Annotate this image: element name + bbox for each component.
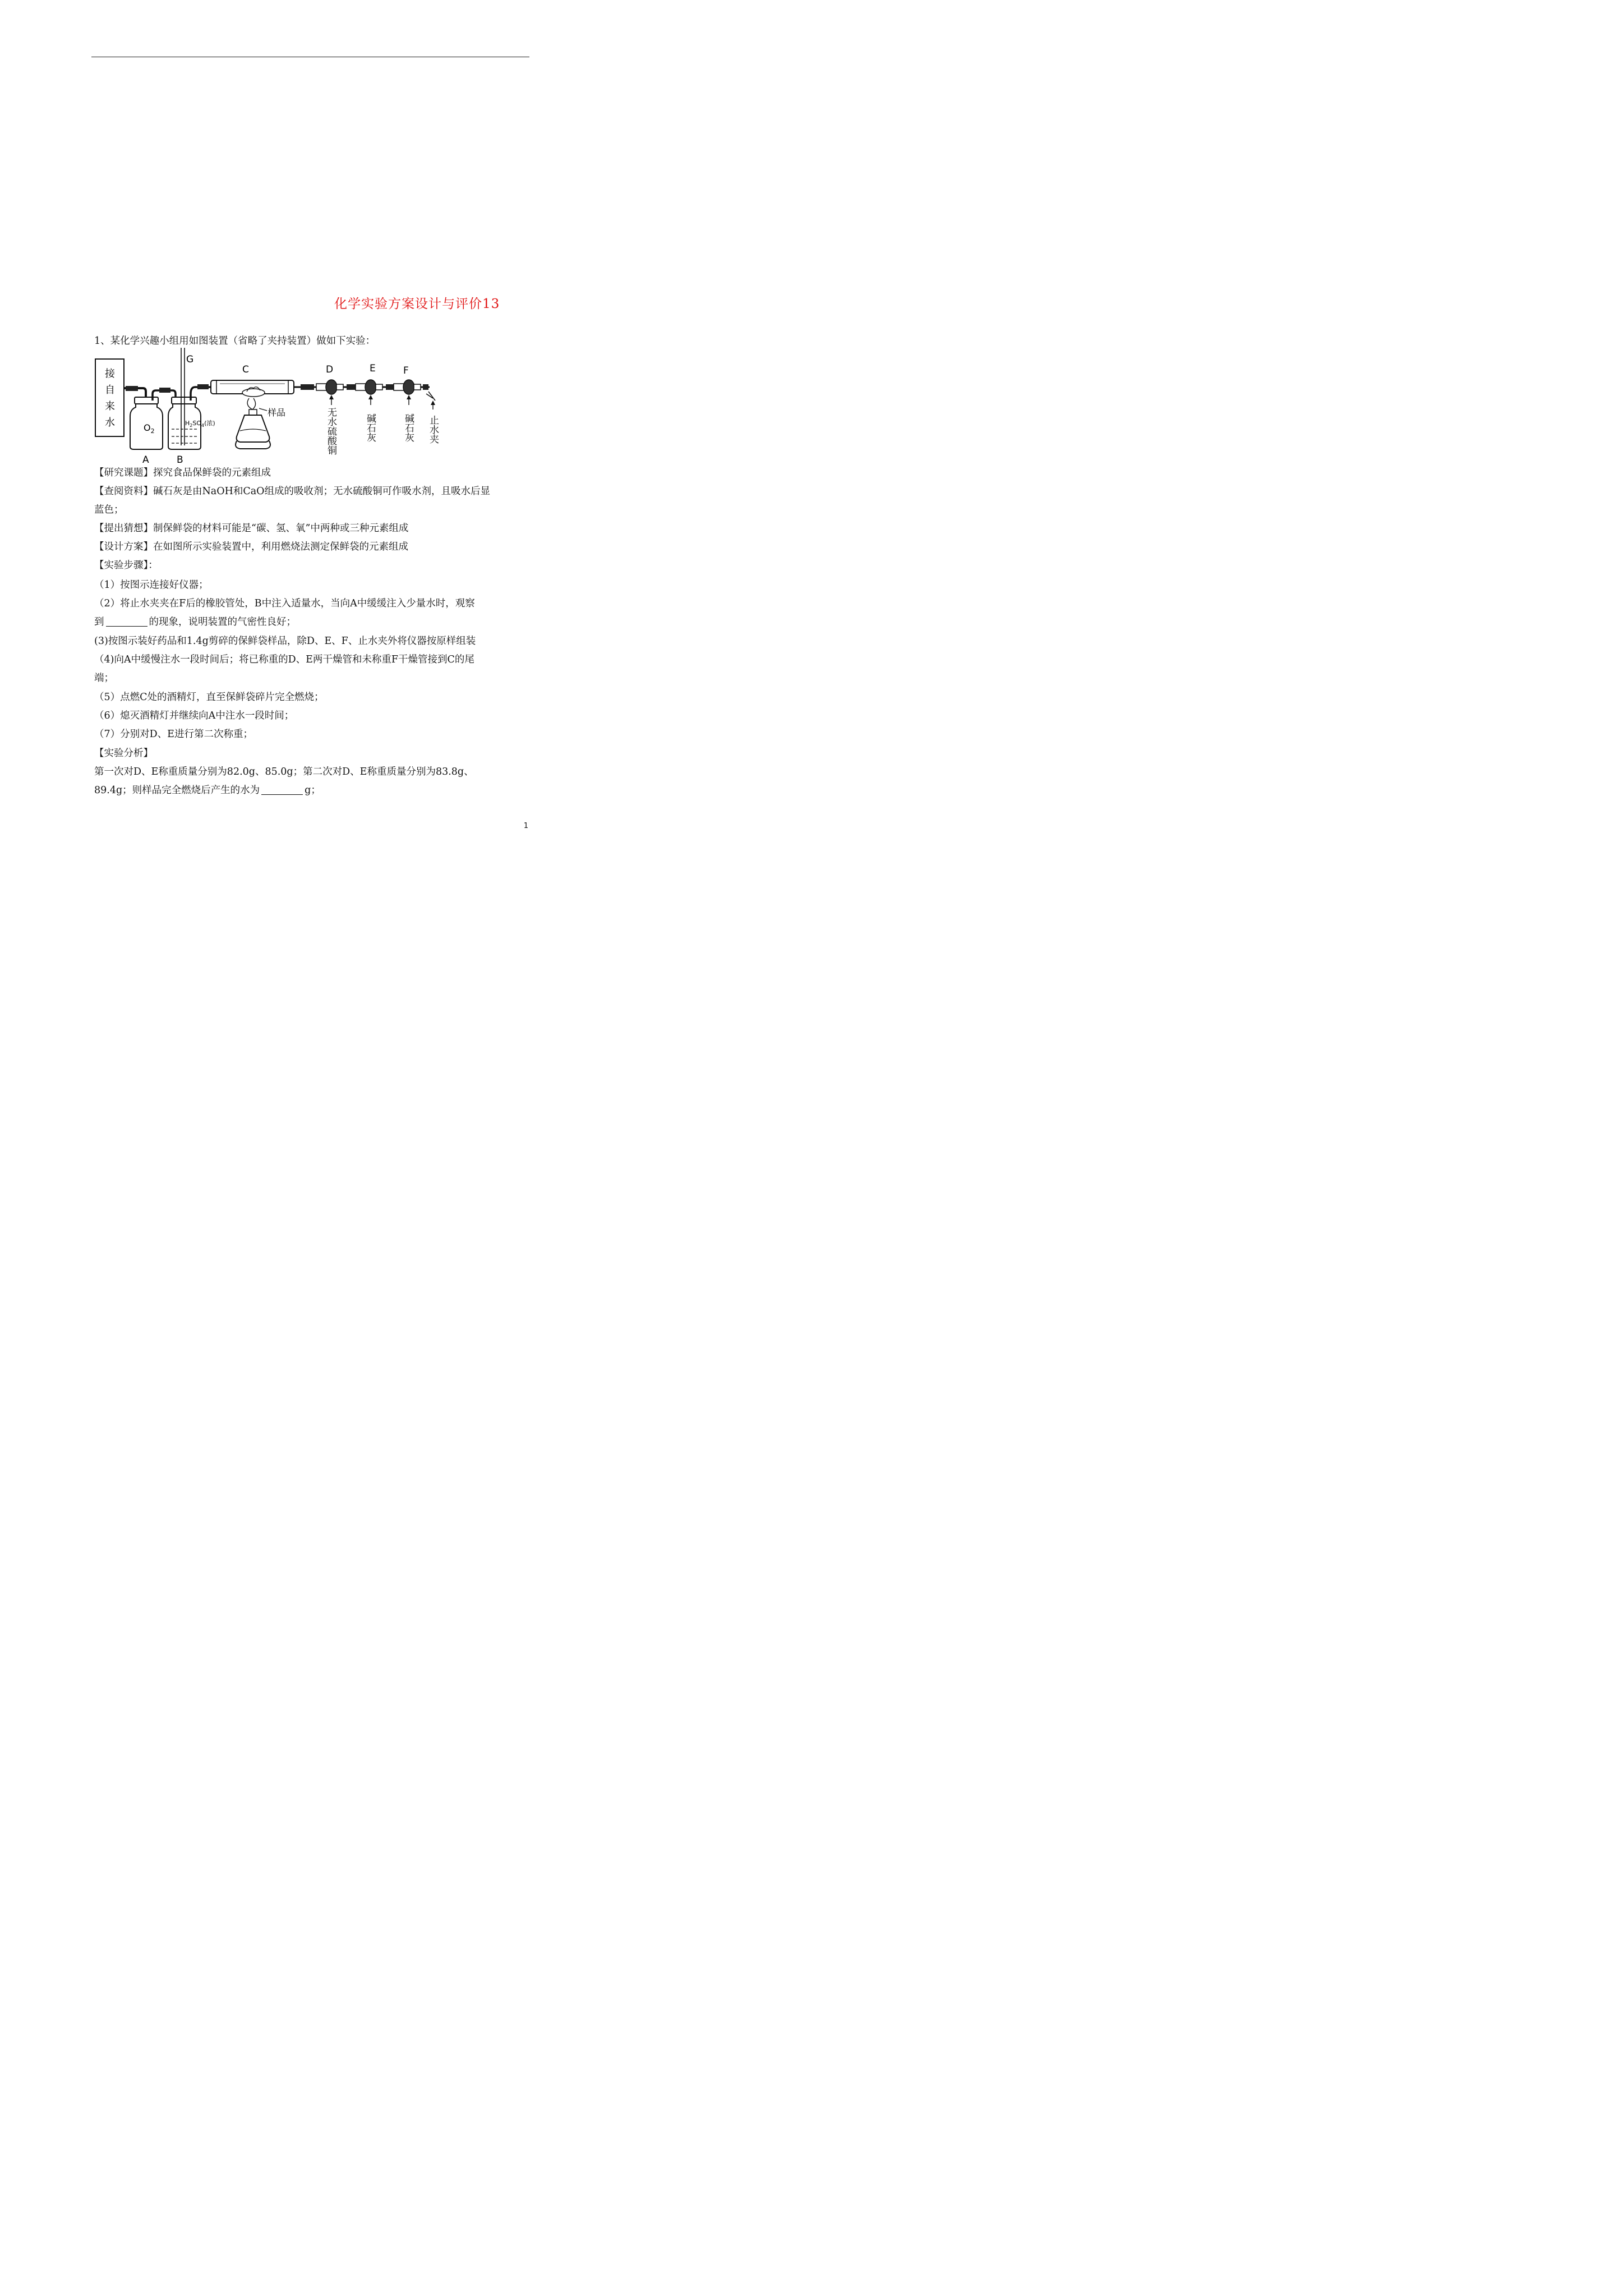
- steps-colon: ：: [148, 560, 158, 571]
- water-clamp: [426, 392, 435, 401]
- label-c: C: [242, 364, 249, 375]
- info-line-1: [94, 485, 490, 498]
- rubber-joint-1: [126, 386, 138, 391]
- rubber-joint-6: [386, 384, 394, 390]
- d-reagent-label: 无水硫酸铜: [325, 407, 336, 455]
- step-2a: （2）将止水夹夹在F后的橡胶管处，B中注入适量水，当向A中缓缓注入少量水时，观察: [94, 598, 475, 609]
- step-2b-pre: 到: [94, 616, 104, 628]
- f-reagent-label: 碱石灰: [403, 413, 414, 442]
- step-1: （1）按图示连接好仪器；: [94, 579, 209, 591]
- rubber-joint-5: [347, 384, 356, 390]
- water-inlet-char-4: 水: [105, 417, 115, 429]
- topic-line: [94, 466, 271, 480]
- sample-dish: [242, 389, 265, 397]
- info-line-2: 蓝色；: [94, 504, 124, 516]
- design-label: 【设计方案】: [94, 541, 153, 553]
- design-line: [94, 540, 408, 554]
- rubber-joint-3: [197, 384, 209, 389]
- rubber-joint-2: [159, 388, 170, 393]
- guess-line: [94, 522, 408, 535]
- topic-label: 【研究课题】: [94, 467, 153, 478]
- drying-tube-e: [365, 380, 376, 394]
- water-inlet-char-2: 自: [105, 384, 115, 396]
- info-text-1: 碱石灰是由NaOH和CaO组成的吸收剂；无水硫酸铜可作吸水剂，且吸水后显: [153, 486, 491, 497]
- clamp-label: 止水夹: [427, 415, 439, 444]
- answer-blank-2[interactable]: [261, 784, 303, 795]
- water-inlet-char-1: 接: [105, 368, 115, 380]
- lamp-flame: [247, 398, 255, 409]
- e-reagent-label: 碱石灰: [365, 413, 376, 442]
- analysis-line-1: 第一次对D、E称重质量分别为82.0g、85.0g；第二次对D、E称重质量分别为83.8g、: [94, 766, 474, 777]
- step-3: (3)按图示装好药品和1.4g剪碎的保鲜袋样品，除D、E、F、止水夹外将仪器按原样组装: [94, 636, 476, 647]
- label-g: G: [186, 354, 194, 365]
- analysis-2-post: g；: [305, 785, 321, 796]
- step-5: （5）点燃C处的酒精灯，直至保鲜袋碎片完全燃烧；: [94, 692, 324, 703]
- step-4b: 端；: [94, 673, 114, 684]
- bottle-a-gas: $O_2$: [144, 422, 155, 435]
- topic-text: 探究食品保鲜袋的元素组成: [153, 467, 271, 478]
- label-e: E: [370, 363, 376, 374]
- drying-tube-f: [403, 380, 414, 394]
- alcohol-lamp: [237, 415, 270, 442]
- water-inlet-char-3: 来: [105, 401, 115, 412]
- question-intro: 1、某化学兴趣小组用如图装置（省略了夹持装置）做如下实验：: [94, 335, 376, 347]
- bottle-b-stopper: [172, 397, 196, 404]
- step-2b-post: 的现象，说明装置的气密性良好；: [149, 616, 296, 628]
- answer-blank-1[interactable]: [106, 616, 147, 627]
- bottle-b-reagent: $H_2SO_4$(浓): [185, 420, 215, 428]
- info-label: 【查阅资料】: [94, 486, 153, 497]
- page-number: 1: [523, 822, 528, 830]
- steps-heading: [94, 559, 158, 572]
- apparatus-diagram: [90, 347, 449, 467]
- steps-label: 【实验步骤】: [94, 560, 149, 571]
- bottle-a-stopper: [135, 397, 158, 404]
- design-text: 在如图所示实验装置中，利用燃烧法测定保鲜袋的元素组成: [153, 541, 408, 553]
- step-2b: [94, 615, 296, 629]
- step-7: （7）分别对D、E进行第二次称重；: [94, 729, 253, 740]
- label-d: D: [326, 364, 334, 375]
- sample-label: 样品: [268, 407, 286, 418]
- guess-text: 制保鲜袋的材料可能是“碳、氢、氧”中两种或三种元素组成: [153, 523, 409, 534]
- analysis-heading: 【实验分析】: [94, 748, 153, 759]
- step-6: （6）熄灭酒精灯并继续向A中注水一段时间；: [94, 710, 294, 721]
- guess-label: 【提出猜想】: [94, 523, 153, 534]
- label-b: B: [177, 454, 183, 466]
- analysis-2-pre: 89.4g；则样品完全燃烧后产生的水为: [94, 785, 260, 796]
- page-title: 化学实验方案设计与评价13: [334, 297, 500, 311]
- analysis-line-2: [94, 784, 321, 797]
- label-f: F: [403, 365, 409, 376]
- label-a: A: [142, 454, 149, 466]
- step-4a: （4)向A中缓慢注水一段时间后；将已称重的D、E两干燥管和未称重F干燥管接到C的尾: [94, 654, 474, 665]
- drying-tube-d: [326, 380, 337, 394]
- rubber-joint-4: [301, 384, 314, 390]
